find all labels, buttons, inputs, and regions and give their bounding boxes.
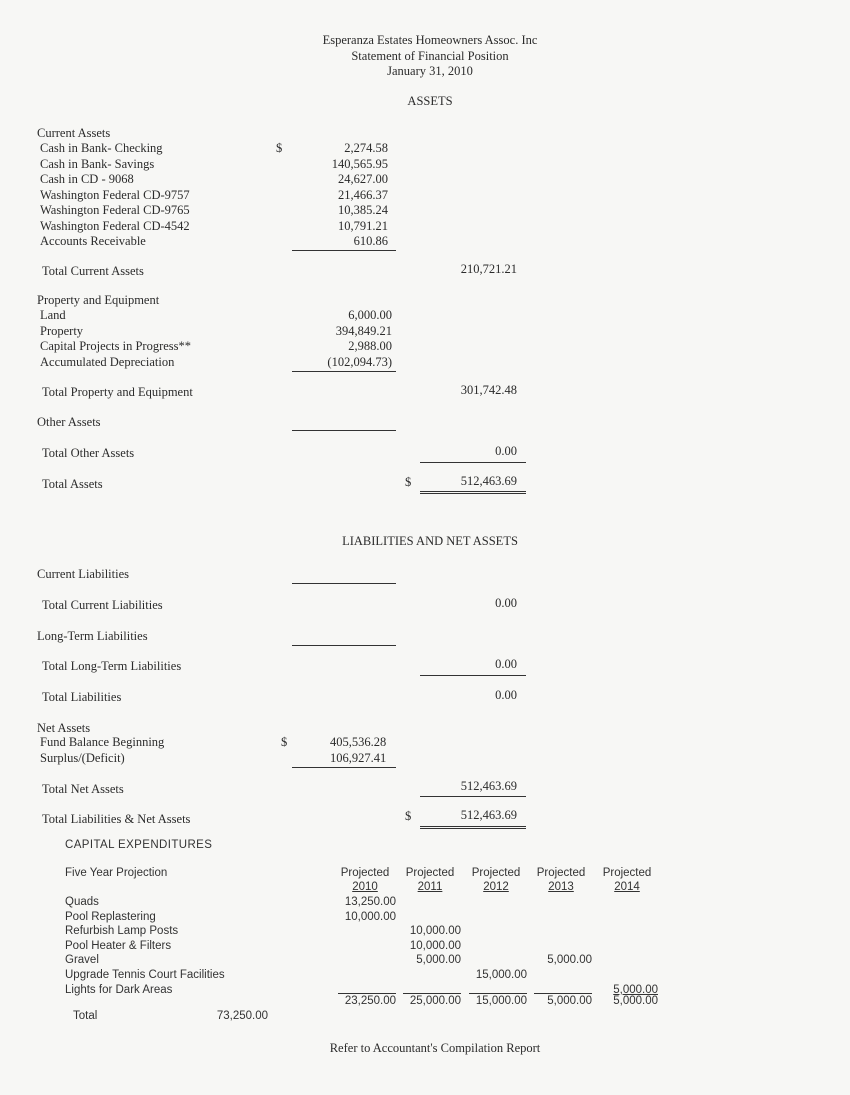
line-item-label: Surplus/(Deficit) — [40, 750, 125, 765]
capex-row-label: Quads — [65, 896, 99, 908]
total-assets-label: Total Assets — [42, 477, 103, 491]
statement-title: Statement of Financial Position — [351, 48, 509, 63]
property-heading: Property and Equipment — [37, 293, 160, 307]
line-item-label: Capital Projects in Progress** — [40, 339, 192, 353]
line-item-label: Cash in Bank- Savings — [40, 156, 155, 171]
total-current-assets-value: 210,721.21 — [460, 262, 517, 276]
total-current-liabilities-label: Total Current Liabilities — [42, 598, 163, 612]
other-assets-heading: Other Assets — [37, 415, 101, 429]
capex-col-heading: Projected — [340, 867, 390, 879]
line-item-label: Land — [40, 308, 66, 322]
capex-col-year: 2014 — [614, 881, 640, 893]
line-item-label: Washington Federal CD-9765 — [40, 203, 190, 217]
total-long-term-value: 0.00 — [495, 657, 517, 671]
capex-column-total: 5,000.00 — [613, 995, 658, 1007]
capex-cell: 5,000.00 — [613, 983, 658, 996]
current-assets-heading: Current Assets — [37, 126, 111, 140]
total-liab-net-dollar: $ — [405, 809, 412, 823]
capex-column-total: 23,250.00 — [344, 995, 396, 1007]
line-item-value: (102,094.73) — [327, 354, 392, 369]
document-header — [300, 33, 560, 80]
capex-column-total: 5,000.00 — [547, 995, 592, 1007]
capex-row-label: Pool Heater & Filters — [65, 939, 172, 952]
current-assets-dollar: $ — [276, 141, 283, 155]
capex-cell: 10,000.00 — [409, 939, 461, 952]
line-item-label: Fund Balance Beginning — [40, 735, 165, 749]
capex-cell: 5,000.00 — [416, 954, 461, 967]
total-assets-dollar: $ — [405, 475, 412, 489]
line-item-value: 10,385.24 — [338, 203, 388, 217]
total-assets-value: 512,463.69 — [460, 474, 517, 488]
line-item-value: 2,988.00 — [348, 339, 392, 353]
capex-col-heading: Projected — [405, 867, 455, 879]
line-item-value: 394,849.21 — [335, 323, 392, 338]
current-assets-rule — [292, 250, 396, 251]
line-item-value: 21,466.37 — [338, 187, 388, 202]
capex-col-year: 2011 — [417, 881, 443, 893]
net-assets-dollar: $ — [281, 735, 288, 749]
capex-row-label: Pool Replastering — [65, 910, 156, 923]
line-item-value: 405,536.28 — [330, 735, 387, 749]
statement-date: January 31, 2010 — [387, 64, 473, 78]
other-assets-rule — [292, 430, 396, 431]
line-item-value: 6,000.00 — [348, 308, 392, 322]
total-property-value: 301,742.48 — [460, 383, 517, 397]
capex-column-total: 15,000.00 — [475, 995, 527, 1007]
capex-cell: 10,000.00 — [344, 910, 396, 923]
long-term-heading: Long-Term Liabilities — [37, 629, 148, 643]
line-item-label: Washington Federal CD-9757 — [40, 187, 190, 202]
total-current-assets-label: Total Current Assets — [42, 264, 144, 278]
line-item-value: 10,791.21 — [338, 218, 388, 233]
long-term-rule — [292, 645, 396, 646]
total-net-assets-label: Total Net Assets — [42, 782, 124, 796]
total-liabilities-label: Total Liabilities — [42, 690, 122, 704]
line-item-label: Accumulated Depreciation — [40, 354, 175, 369]
capex-col-year: 2010 — [352, 881, 378, 893]
capex-cell: 10,000.00 — [409, 925, 461, 938]
net-assets-rule — [292, 767, 396, 768]
capex-col-heading: Projected — [471, 867, 521, 879]
capex-col-heading: Projected — [602, 867, 652, 879]
capex-total-rule — [534, 993, 592, 994]
line-item-label: Cash in Bank- Checking — [40, 141, 163, 155]
net-assets-heading: Net Assets — [37, 721, 91, 735]
assets-title: ASSETS — [407, 94, 453, 108]
total-property-label: Total Property and Equipment — [42, 385, 193, 399]
total-other-assets-label: Total Other Assets — [42, 446, 135, 460]
capex-title: CAPITAL EXPENDITURES — [65, 839, 213, 851]
capex-row-label: Refurbish Lamp Posts — [65, 925, 179, 938]
capex-row-label: Gravel — [65, 954, 99, 967]
liabilities-title: LIABILITIES AND NET ASSETS — [342, 534, 518, 548]
total-other-assets-value: 0.00 — [495, 444, 517, 458]
line-item-value: 106,927.41 — [330, 750, 387, 765]
net-assets-total-rule — [420, 796, 526, 797]
line-item-value: 2,274.58 — [344, 141, 388, 155]
line-item-value: 610.86 — [353, 234, 388, 248]
capex-total-rule — [469, 993, 527, 994]
capex-row-label: Lights for Dark Areas — [65, 983, 173, 996]
capex-total-rule — [338, 993, 396, 994]
capex-total-rule — [403, 993, 461, 994]
total-liab-net-label: Total Liabilities & Net Assets — [42, 812, 191, 826]
capex-row-label: Upgrade Tennis Court Facilities — [65, 969, 225, 981]
line-item-value: 24,627.00 — [338, 172, 388, 186]
capex-grand-total: 73,250.00 — [216, 1010, 268, 1022]
total-net-assets-value: 512,463.69 — [460, 779, 517, 793]
org-name: Esperanza Estates Homeowners Assoc. Inc — [322, 33, 538, 47]
property-rule — [292, 371, 396, 372]
total-liab-net-value: 512,463.69 — [460, 808, 517, 822]
total-long-term-label: Total Long-Term Liabilities — [42, 659, 182, 673]
capex-column-total: 25,000.00 — [409, 995, 461, 1007]
line-item-value: 140,565.95 — [331, 156, 388, 171]
capex-cell: 5,000.00 — [547, 954, 592, 967]
capex-col-year: 2012 — [483, 881, 509, 893]
line-item-label: Cash in CD - 9068 — [40, 172, 134, 186]
long-term-total-rule — [420, 675, 526, 676]
capex-projection-label: Five Year Projection — [65, 867, 168, 879]
line-item-label: Property — [40, 323, 84, 338]
current-liabilities-rule — [292, 583, 396, 584]
line-item-label: Washington Federal CD-4542 — [40, 218, 190, 233]
total-current-liabilities-value: 0.00 — [495, 596, 517, 610]
total-assets-double-rule — [420, 491, 526, 494]
capex-col-heading: Projected — [536, 867, 586, 879]
current-liabilities-heading: Current Liabilities — [37, 567, 129, 581]
total-liab-net-double-rule — [420, 826, 526, 829]
total-liabilities-value: 0.00 — [495, 688, 517, 702]
capex-col-year: 2013 — [548, 881, 574, 893]
line-item-label: Accounts Receivable — [40, 234, 146, 248]
capex-total-label: Total — [73, 1010, 98, 1022]
other-assets-total-rule — [420, 462, 526, 463]
capex-cell: 15,000.00 — [475, 969, 527, 981]
footer-note: Refer to Accountant's Compilation Report — [329, 1041, 541, 1055]
capex-cell: 13,250.00 — [344, 896, 396, 908]
